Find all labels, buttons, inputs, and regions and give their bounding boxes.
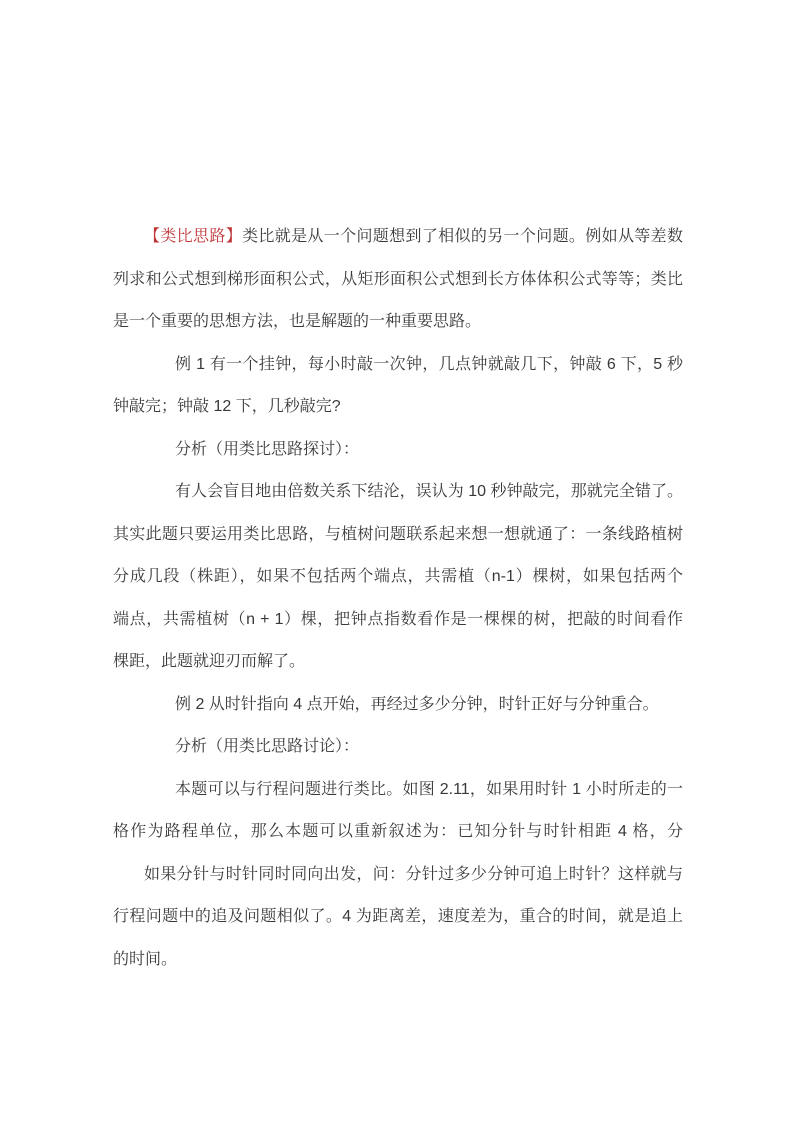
text-run: 是一个重要的思想方法，也是解题的一种重要思路。	[113, 313, 482, 330]
text-run: 本题可以与行程问题进行类比。如图 2.11，如果用时针 1 小时所走的一	[175, 780, 683, 798]
text-run: 行程问题中的追及问题相似了。4 为距离差，速度差为，重合的时间，就是追上	[113, 908, 683, 925]
text-run: 分析（用类比思路讨论）：	[175, 738, 360, 755]
text-line	[113, 769, 683, 812]
text-line	[113, 301, 683, 344]
text-run: 如果分针与时针同时同向出发，问：分针过多少分钟可追上时针？这样就与	[144, 865, 683, 883]
document-text-block	[113, 216, 683, 981]
text-run: 分成几段（株距），如果不包括两个端点，共需植（n-1）棵树，如果包括两个	[113, 568, 683, 585]
text-run: 分析（用类比思路探讨）：	[175, 440, 360, 458]
text-line	[113, 386, 683, 429]
text-run: 端点，共需植树（n + 1）棵，把钟点指数看作是一棵棵的树，把敲的时间看作	[113, 610, 683, 628]
text-line	[113, 599, 683, 642]
text-run: 类比就是从一个问题想到了相似的另一个问题。例如从等差数	[242, 228, 683, 245]
text-line	[113, 726, 683, 769]
text-line	[113, 514, 683, 557]
text-line	[113, 344, 683, 387]
text-run: 其实此题只要运用类比思路，与植树问题联系起来想一想就通了：一条线路植树	[113, 525, 683, 543]
text-run: 例 1 有一个挂钟，每小时敲一次钟，几点钟就敲几下，钟敲 6 下，5 秒	[175, 355, 683, 373]
text-run: 格作为路程单位，那么本题可以重新叙述为：已知分针与时针相距 4 格，分	[113, 823, 683, 840]
text-line	[113, 216, 683, 259]
text-line	[113, 556, 683, 599]
text-run: 棵距，此题就迎刃而解了。	[113, 653, 306, 670]
text-line	[113, 854, 683, 897]
text-line	[113, 939, 683, 982]
text-line	[113, 684, 683, 727]
text-line	[113, 641, 683, 684]
text-line	[113, 259, 683, 302]
text-run: 列求和公式想到梯形面积公式，从矩形面积公式想到长方体体积公式等等；类比	[113, 270, 683, 288]
section-heading-label: 【类比思路】	[144, 228, 243, 245]
text-run: 例 2 从时针指向 4 点开始，再经过多少分钟，时针正好与分钟重合。	[175, 695, 659, 713]
text-line	[113, 896, 683, 939]
text-line	[113, 429, 683, 472]
text-line	[113, 471, 683, 514]
text-line	[113, 811, 683, 854]
text-run: 有人会盲目地由倍数关系下结沦，误认为 10 秒钟敲完，那就完全错了。	[175, 483, 683, 500]
text-run: 钟敲完；钟敲 12 下，几秒敲完?	[113, 398, 341, 415]
text-run: 的时间。	[113, 950, 178, 968]
